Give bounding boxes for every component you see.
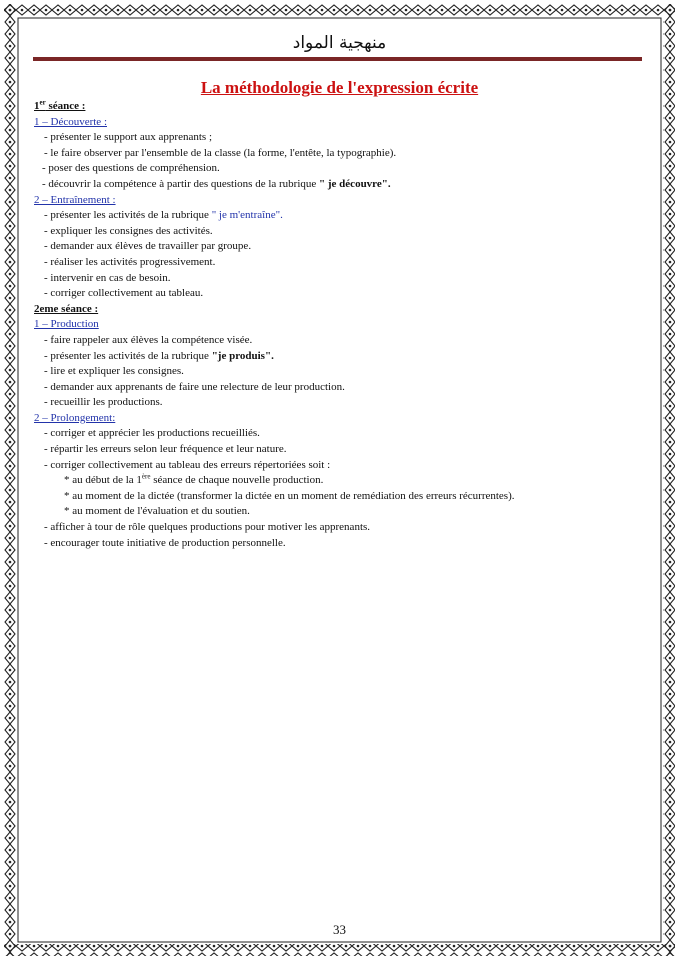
- session2-heading: 2eme séance :: [34, 302, 99, 315]
- list-item: - répartir les erreurs selon leur fréquence et leur nature.: [44, 443, 287, 456]
- list-item: - lire et expliquer les consignes.: [44, 365, 184, 378]
- arabic-header: منهجية المواد: [292, 33, 387, 53]
- entrainement-heading: 2 – Entraînement :: [34, 193, 116, 206]
- list-item: - corriger collectivement au tableau.: [44, 287, 204, 300]
- list-item: - présenter les activités de la rubrique "je produis".: [44, 349, 274, 362]
- list-item: - afficher à tour de rôle quelques productions pour motiver les apprenants.: [44, 521, 371, 534]
- prolongement-heading: 2 – Prolongement:: [34, 411, 116, 424]
- production-heading: 1 – Production: [34, 318, 99, 331]
- list-item: - intervenir en cas de besoin.: [44, 271, 171, 284]
- list-item: - poser des questions de compréhension.: [42, 162, 220, 175]
- page-number: 33: [333, 922, 346, 937]
- list-item: - recueillir les productions.: [44, 396, 163, 409]
- list-item: - présenter le support aux apprenants ;: [44, 131, 212, 144]
- document-body: [34, 99, 634, 551]
- list-item: - découvrir la compétence à partir des questions de la rubrique " je découvre".: [42, 177, 391, 190]
- list-item: - corriger collectivement au tableau des erreurs répertoriées soit :: [44, 458, 331, 471]
- session1-heading: 1er séance :: [34, 98, 86, 112]
- list-subitem: * au moment de la dictée (transformer la dictée en un moment de remédiation des erreurs récurrentes).: [64, 489, 515, 502]
- list-item: - demander aux apprenants de faire une relecture de leur production.: [44, 380, 345, 393]
- list-subitem: * au début de la 1ère séance de chaque nouvelle production.: [64, 472, 324, 487]
- list-subitem: * au moment de l'évaluation et du soutien.: [64, 505, 250, 518]
- list-item: - encourager toute initiative de production personnelle.: [44, 536, 286, 549]
- list-item: - faire rappeler aux élèves la compétence visée.: [44, 333, 253, 346]
- document-title: La méthodologie de l'expression écrite: [200, 78, 479, 97]
- list-item: - présenter les activités de la rubrique " je m'entraîne".: [44, 209, 283, 222]
- list-item: - corriger et apprécier les productions recueilliés.: [44, 427, 260, 440]
- header-rule: [33, 57, 642, 61]
- list-item: - demander aux élèves de travailler par groupe.: [44, 240, 252, 253]
- list-item: - réaliser les activités progressivement.: [44, 255, 216, 268]
- list-item: - expliquer les consignes des activités.: [44, 224, 213, 237]
- decouverte-heading: 1 – Découverte :: [34, 115, 107, 128]
- list-item: - le faire observer par l'ensemble de la classe (la forme, l'entête, la typographie).: [44, 146, 397, 159]
